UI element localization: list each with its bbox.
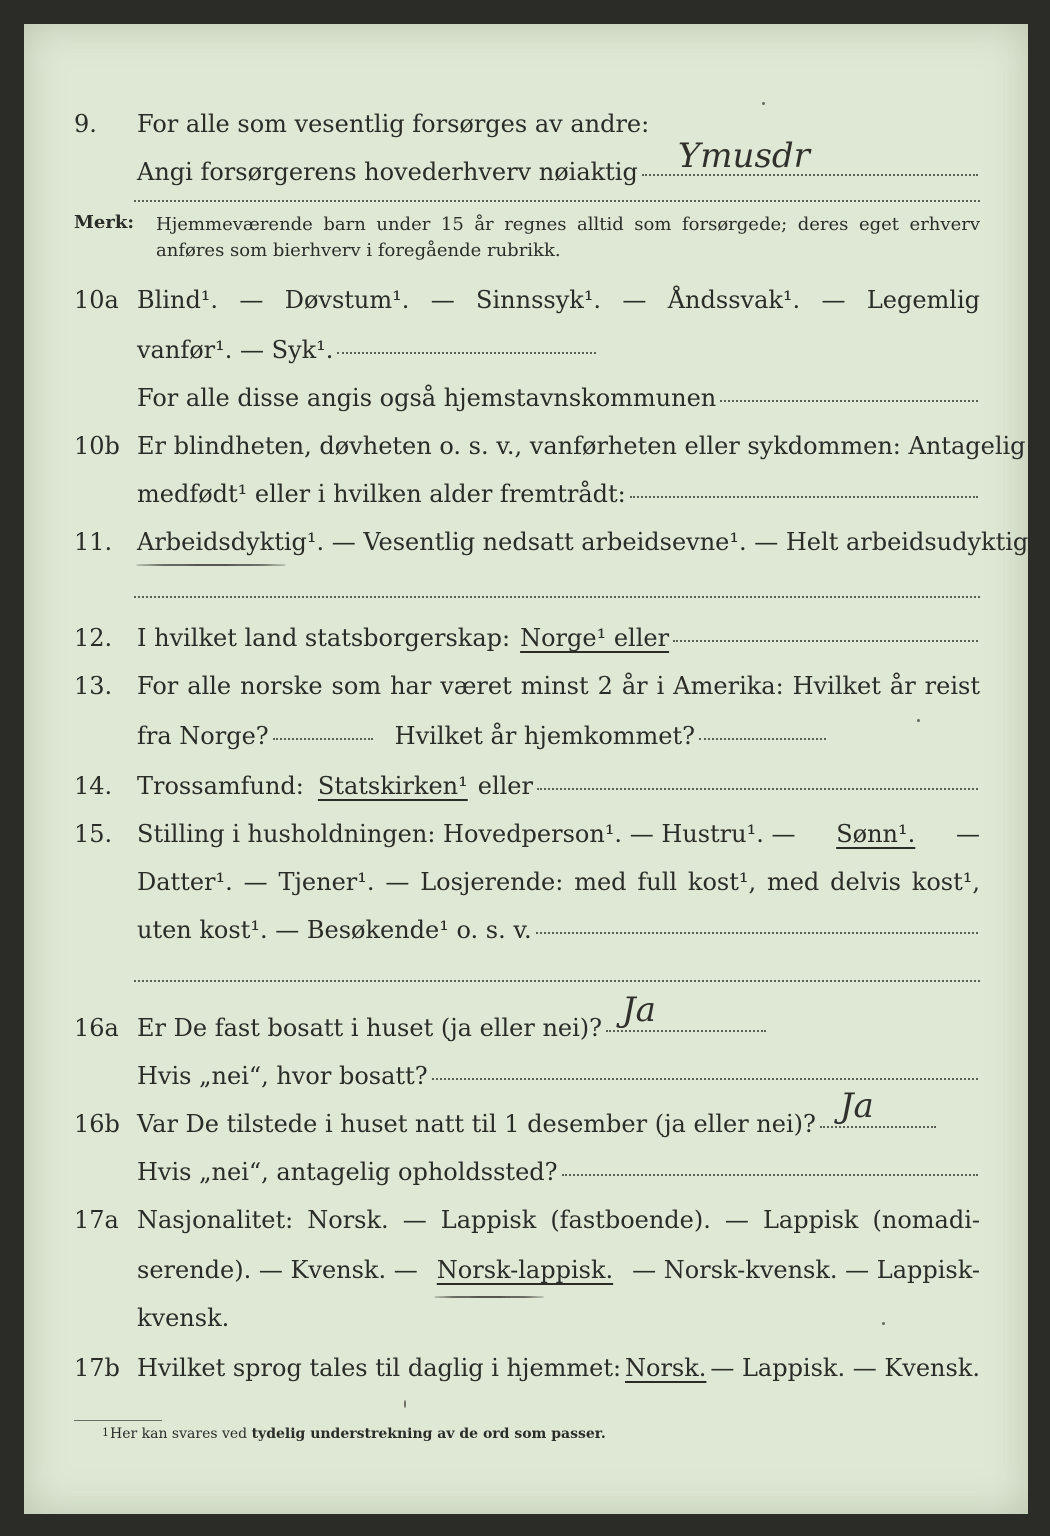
question-text: Er blindheten, døvheten o. s. v., vanførheten eller sykdommen: Antagelig <box>137 432 1026 460</box>
question-number: 17b <box>74 1354 120 1382</box>
note-line: Hjemmeværende barn under 15 år regnes alltid som forsørgede; deres eget erhverv <box>156 214 980 235</box>
question-number: 14. <box>74 772 113 800</box>
footnote-marker: 1 <box>102 1426 109 1439</box>
paper-speck <box>404 1400 406 1408</box>
answer-line[interactable] <box>820 1086 936 1128</box>
question-text: medfødt¹ eller i hvilken alder fremtrådt: <box>137 480 626 508</box>
note-line: anføres som bierhverv i foregående rubrikk. <box>156 240 561 261</box>
question-text: Var De tilstede i huset natt til 1 desember (ja eller nei)? <box>137 1110 816 1138</box>
underlined-option: Sønn¹. <box>836 820 916 848</box>
handwritten-answer: Ja <box>622 990 656 1030</box>
question-text: eller <box>477 772 533 800</box>
handwritten-underline <box>136 564 286 566</box>
question-number: 15. <box>74 820 113 848</box>
answer-line[interactable] <box>536 932 978 934</box>
question-number: 17a <box>74 1206 119 1234</box>
question-17a-line-2 <box>24 1250 1028 1290</box>
census-form-page <box>24 24 1046 1514</box>
question-10a-line-1 <box>24 280 1028 320</box>
question-14 <box>24 766 1028 806</box>
answer-line[interactable] <box>337 352 596 354</box>
question-text: fra Norge? <box>137 722 269 750</box>
question-text: Hvis „nei“, antagelig opholdssted? <box>137 1158 558 1186</box>
answer-line[interactable] <box>642 136 978 176</box>
question-text: — Norsk-kvensk. — Lappisk- <box>632 1256 980 1284</box>
question-text: serende). — Kvensk. — <box>137 1256 418 1284</box>
question-number: 16b <box>74 1110 120 1138</box>
question-15-line-1 <box>24 814 1028 854</box>
question-15-line-3 <box>24 910 1028 950</box>
question-number: 16a <box>74 1014 119 1042</box>
underlined-option: Norge¹ eller <box>520 624 670 652</box>
footnote-text-plain: Her kan svares ved <box>110 1426 252 1442</box>
answer-line[interactable] <box>673 640 978 642</box>
question-text: — <box>955 820 980 848</box>
question-text: Hvilket år hjemkommet? <box>394 722 696 750</box>
answer-line[interactable] <box>432 1078 978 1080</box>
question-text: Angi forsørgerens hovederhverv nøiaktig <box>137 158 638 186</box>
question-text: — Lappisk. — Kvensk. <box>710 1354 980 1382</box>
question-16a-line-2 <box>24 1056 1028 1096</box>
answer-line[interactable] <box>562 1174 978 1176</box>
question-text: I hvilket land statsborgerskap: <box>137 624 511 652</box>
question-text: Hvilket sprog tales til daglig i hjemmet: <box>137 1354 622 1382</box>
answer-line[interactable] <box>720 400 978 402</box>
question-text: For alle norske som har været minst 2 år i Amerika: Hvilket år reist <box>137 672 980 700</box>
note-label: Merk: <box>74 212 134 233</box>
paper-speck <box>882 1322 885 1325</box>
question-text: Datter¹. — Tjener¹. — Losjerende: med full kost¹, med delvis kost¹, <box>137 868 980 896</box>
question-number: 13. <box>74 672 113 700</box>
question-10b-line-1 <box>24 426 1028 466</box>
footnote-text <box>110 1426 606 1442</box>
answer-line[interactable] <box>134 200 980 202</box>
question-17a-line-1 <box>24 1200 1028 1240</box>
question-number: 12. <box>74 624 113 652</box>
answer-line[interactable] <box>134 980 980 982</box>
handwritten-answer: Ja <box>839 1086 874 1126</box>
question-text: vanfør¹. — Syk¹. <box>137 336 334 364</box>
answer-line[interactable] <box>630 496 978 498</box>
question-10b-line-2 <box>24 474 1028 514</box>
question-10a-line-2 <box>24 330 1028 370</box>
paper-speck <box>762 102 765 105</box>
question-17a-line-3 <box>24 1298 1028 1338</box>
question-17b <box>24 1348 1028 1388</box>
question-16a-line-1 <box>24 990 1028 1048</box>
answer-line[interactable] <box>606 990 766 1032</box>
question-text: Nasjonalitet: Norsk. — Lappisk (fastboende). — Lappisk (nomadi- <box>137 1206 980 1234</box>
question-text: Hvis „nei“, hvor bosatt? <box>137 1062 428 1090</box>
question-number: 10b <box>74 432 120 460</box>
question-text: Stilling i husholdningen: Hovedperson¹. — Hustru¹. — <box>137 820 796 848</box>
question-13-line-1 <box>24 666 1028 706</box>
question-text: Trossamfund: <box>137 772 304 800</box>
handwritten-answer: Ymusdr <box>677 136 810 176</box>
question-text: Er De fast bosatt i huset (ja eller nei)? <box>137 1014 603 1042</box>
answer-line[interactable] <box>134 596 980 598</box>
question-text: Arbeidsdyktig¹. — Vesentlig nedsatt arbeidsevne¹. — Helt arbeidsudyktig¹. <box>137 528 1046 556</box>
question-16b-line-1 <box>24 1086 1028 1144</box>
question-9-line-2 <box>24 136 1028 192</box>
underlined-option: Norsk. <box>625 1354 707 1382</box>
question-number: 9. <box>74 110 97 138</box>
answer-line[interactable] <box>699 738 826 740</box>
question-number: 11. <box>74 528 113 556</box>
question-text: Blind¹. — Døvstum¹. — Sinnssyk¹. — Åndssvak¹. — Legemlig <box>137 286 980 314</box>
paper-speck <box>917 719 920 722</box>
question-9-line-1 <box>24 104 1028 144</box>
question-13-line-2 <box>24 716 1028 756</box>
note-text <box>156 212 980 264</box>
question-number: 10a <box>74 286 119 314</box>
question-15-line-2 <box>24 862 1028 902</box>
footnote-rule <box>74 1420 162 1421</box>
question-text: kvensk. <box>137 1304 230 1332</box>
question-10a-line-3 <box>24 378 1028 418</box>
question-text: uten kost¹. — Besøkende¹ o. s. v. <box>137 916 532 944</box>
answer-line[interactable] <box>273 738 373 740</box>
question-16b-line-2 <box>24 1152 1028 1192</box>
question-11 <box>24 522 1046 562</box>
question-text: For alle som vesentlig forsørges av andre: <box>137 110 650 138</box>
answer-line[interactable] <box>537 788 978 790</box>
question-12 <box>24 618 1028 658</box>
underlined-option: Norsk-lappisk. <box>436 1256 614 1284</box>
question-text: For alle disse angis også hjemstavnskommunen <box>137 384 717 412</box>
underlined-option: Statskirken¹ <box>317 772 468 800</box>
footnote-text-bold: tydelig understrekning av de ord som passer. <box>251 1426 606 1442</box>
